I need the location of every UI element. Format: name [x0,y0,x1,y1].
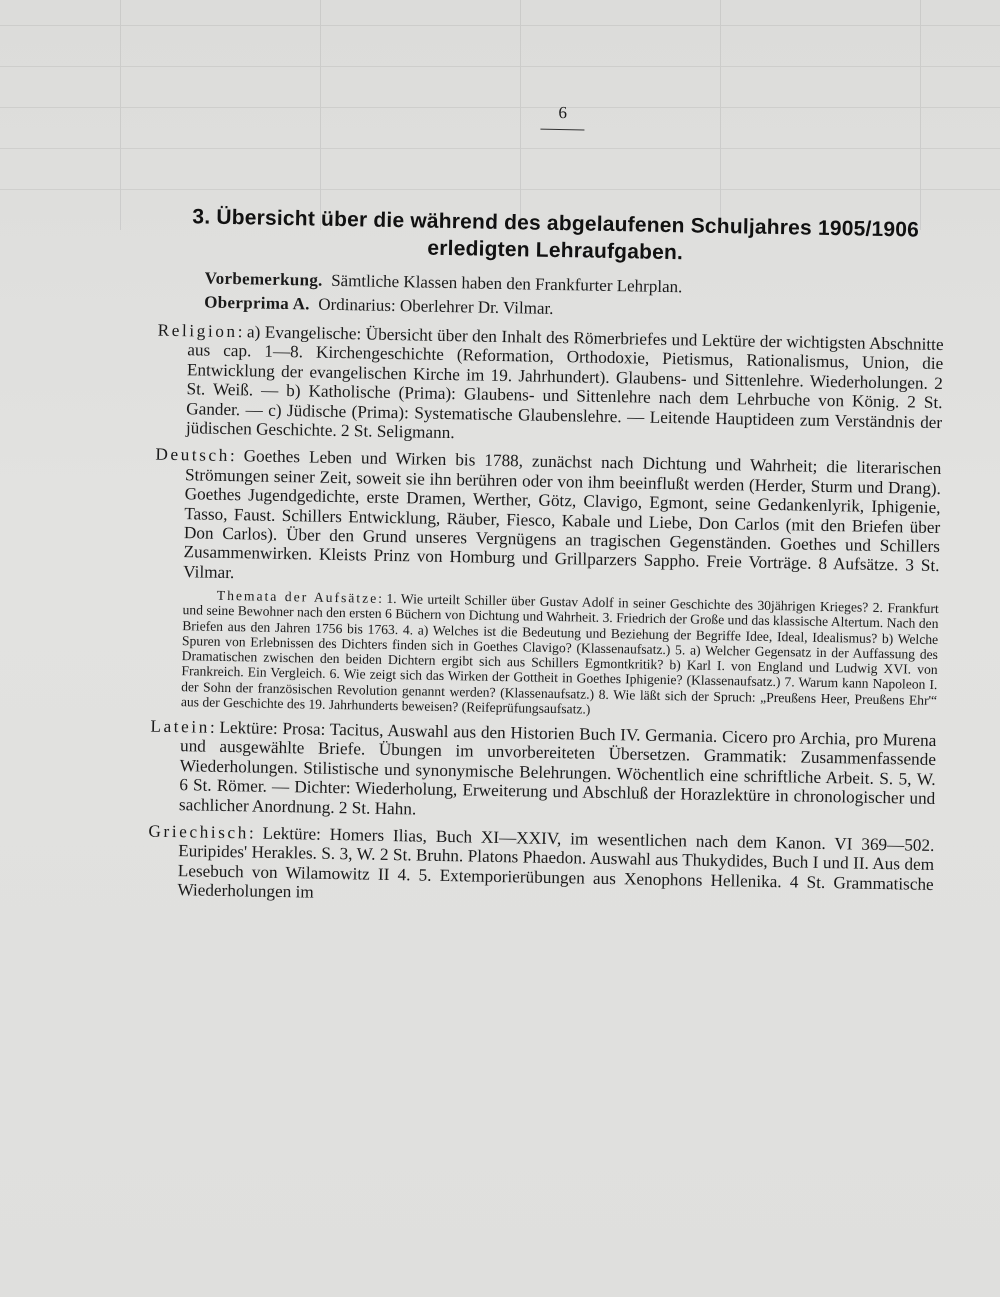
deutsch-paragraph [155,445,942,595]
latein-paragraph [150,716,937,828]
page-number-rule [540,129,584,131]
section-heading-line1: 3. Übersicht über die während des abgelaufenen Schuljahres 1905/1906 [192,205,920,242]
vorbemerkung-text: Sämtliche Klassen haben den Frankfurter Lehrplan. [331,270,683,297]
page-content [148,96,948,914]
section-heading [165,203,946,271]
griechisch-subject: Griechisch [148,821,250,843]
religion-text: : a) Evangelische: Übersicht über den Inhalt des Römerbriefes und Lektüre der wichtigsten Abschnitte aus cap. 1—8. Kirchengeschichte (Reformation, Orthodoxie, Pietismus, Rationalismus, Union, die Entwicklung der evangelischen Kirche im 19. Jahrhundert). Glaubens- und Sittenlehre. Wiederholungen. 2 St. Weiß. — b) Katholische (Prima): Glaubens- und Sittenlehre nach dem Lehrbuche von König. 2 St. Gander. — c) Jüdische (Prima): Systematische Glaubenslehre. — Leitende Hauptideen zum Verständnis der jüdischen Geschichte. 2 St. Seligmann. [185,322,944,443]
deutsch-text: : Goethes Leben und Wirken bis 1788, zunächst nach Dichtung und Wahrheit; die literarischen Strömungen seiner Zeit, soweit sie ihn berühren oder von ihm beeinflußt werden (Herder, Sturm und Drang). Goethes Jugendgedichte, erste Dramen, Werther, Götz, Clavigo, Egmont, seine Gedankenlyrik, Iphigenie, Tasso, Faust. Schillers Entwicklung, Räuber, Fiesco, Kabale und Liebe, Don Carlos (mit den Briefen über Don Carlos). Über den Grund unseres Vergnügens an tragischen Gegenständen. Goethes und Schillers Zusammenwirken. Kleists Prinz von Homburg und Grillparzers Sappho. Freie Vorträge. 8 Aufsätze. 3 St. Vilmar. [183,446,942,582]
themata-paragraph [167,587,939,723]
deutsch-subject: Deutsch [155,445,231,466]
themata-lead: Themata der Aufsätze [216,588,379,607]
religion-paragraph [157,320,944,452]
vorbemerkung-label: Vorbemerkung. [204,268,323,290]
griechisch-paragraph [148,821,935,914]
section-heading-line2: erledigten Lehraufgaben. [427,236,684,265]
latein-text: : Lektüre: Prosa: Tacitus, Auswahl aus den Historien Buch IV. Germania. Cicero pro Archia, pro Murena und ausgewählte Briefe. Übungen im unvorbereiteten Übersetzen. Grammatik: Zusammenfassende Wiederholungen. Stilistische und synonymische Belehrungen. Wöchentlich eine schriftliche Arbeit. S. 5, W. 6 St. Römer. — Dichter: Wiederholung, Erweiterung und Abschluß der Horazlektüre in chronologischer und sachlicher Anordnung. 2 St. Hahn. [178,717,937,819]
oberprima-text: Ordinarius: Oberlehrer Dr. Vilmar. [318,294,554,318]
page-number: 6 [558,102,568,123]
griechisch-text: : Lektüre: Homers Ilias, Buch XI—XXIV, im wesentlichen nach dem Kanon. VI 369—502. Euripides' Herakles. S. 3, W. 2 St. Bruhn. Platons Phaedon. Auswahl aus Thukydides, Buch I und II. Aus dem Lesebuch von Wilamowitz II 4. 5. Extemporierübungen aus Xenophons Hellenika. 4 St. Grammatische Wiederholungen im [177,823,935,902]
oberprima-label: Oberprima A. [204,292,310,314]
themata-text: : 1. Wie urteilt Schiller über Gustav Adolf in seiner Geschichte des 30jährigen Krieges? 2. Frankfurt und seine Bewohner nach den ersten 6 Büchern von Dichtung und Wahrheit. 3. Friedrich der Große und das klassische Altertum. Nach den Briefen aus den Jahren 1756 bis 1763. 4. a) Welches ist die Bedeutung und Beziehung der Begriffe Idee, Ideal, Idealismus? b) Welche Spuren von Erlebnissen des Dichters finden sich in Goethes Clavigo? (Klassenaufsatz.) 5. a) Welcher Gegensatz in der Auffassung des Dramatischen zwischen den beiden Dichtern ergibt sich aus Schillers Egmontkritik? b) Karl I. von England und Ludwig XVI. von Frankreich. Ein Vergleich. 6. Wie zeigt sich das Wirken der Gottheit in Goethes Iphigenie? (Klassenaufsatz.) 7. Warum kann Napoleon I. der Sohn der französischen Revolution genannt werden? (Klassenaufsatz.) 8. Wie läßt sich der Spruch: „Preußens Heer, Preußens Ehr'“ aus der Geschichte des 19. Jahrhunderts beweisen? (Reifeprüfungsaufsatz.) [180,591,939,717]
latein-subject: Latein [150,716,211,737]
religion-subject: Religion [157,320,238,342]
